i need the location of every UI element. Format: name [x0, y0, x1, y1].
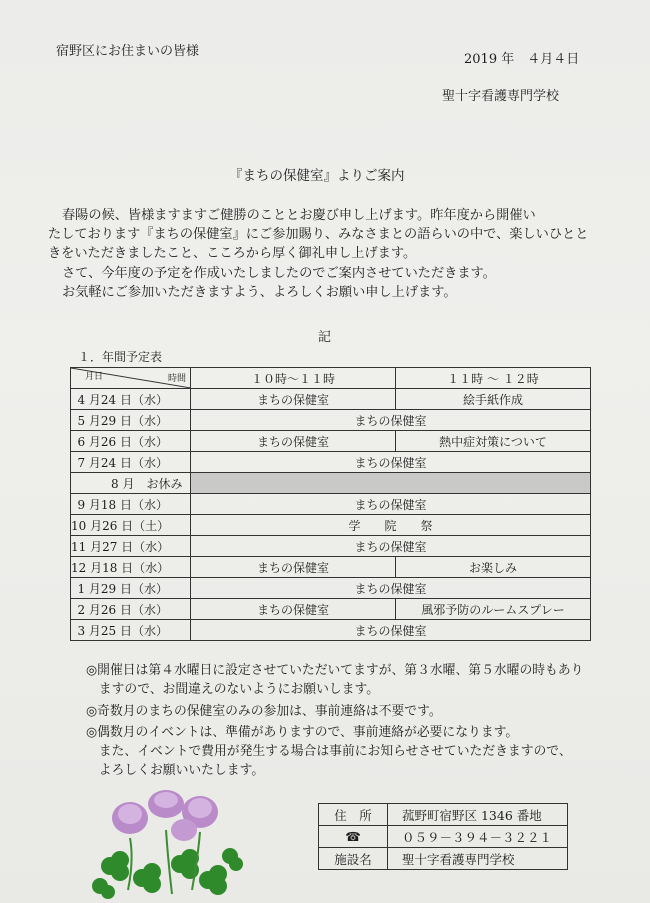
note-line-3: ◎奇数月のまちの保健室のみの参加は、事前連絡は不要です。	[86, 704, 442, 719]
schedule-event: まちの保健室	[191, 620, 591, 641]
schedule-event: 学 院 祭	[191, 515, 591, 536]
schedule-row	[71, 452, 591, 473]
schedule-date: 3 月25 日（水）	[71, 620, 191, 641]
schedule-date: 2 月26 日（水）	[71, 599, 191, 620]
phone-icon: ☎	[319, 826, 388, 848]
clover-blossoms	[112, 790, 218, 841]
document-title: 『まちの保健室』よりご案内	[229, 168, 405, 184]
schedule-event-11-12: 熱中症対策について	[396, 431, 591, 452]
schedule-event-11-12: 風邪予防のルームスプレー	[396, 599, 591, 620]
schedule-row	[71, 431, 591, 452]
sender-name: 聖十字看護専門学校	[442, 89, 560, 104]
schedule-event-11-12: 絵手紙作成	[396, 389, 591, 410]
schedule-row	[71, 410, 591, 431]
corner-right-label: 時間	[167, 374, 186, 384]
schedule-date: 12 月18 日（水）	[71, 557, 191, 578]
section-title: １．年間予定表	[78, 350, 163, 364]
address-row	[319, 804, 568, 826]
facility-value: 聖十字看護専門学校	[388, 848, 568, 870]
schedule-event-10-11: まちの保健室	[191, 431, 396, 452]
contact-info-table	[318, 803, 568, 870]
schedule-event-10-11: まちの保健室	[191, 389, 396, 410]
schedule-date: 11 月27 日（水）	[71, 536, 191, 557]
phone-row	[319, 826, 568, 848]
column-header-10-11: １０時～１１時	[191, 368, 396, 389]
schedule-row	[71, 536, 591, 557]
recipient-line: 宿野区にお住まいの皆様	[56, 44, 200, 59]
note-line-2: ますので、お間違えのないようにお願いします。	[86, 682, 380, 697]
schedule-event: まちの保健室	[191, 578, 591, 599]
body-line-1: 春陽の候、皆様ますますご健勝のこととお慶び申し上げます。昨年度から開催い	[62, 208, 536, 223]
schedule-event: まちの保健室	[191, 452, 591, 473]
schedule-row	[71, 578, 591, 599]
schedule-closed-cell	[191, 473, 591, 494]
column-header-11-12: １１時 ～ １２時	[396, 368, 591, 389]
ki-marker: 記	[318, 330, 332, 345]
corner-cell	[71, 368, 191, 389]
schedule-event: まちの保健室	[191, 494, 591, 515]
body-line-2: たしております『まちの保健室』にご参加賜り、みなさまとの語らいの中で、楽しいひとと	[48, 227, 589, 242]
schedule-row	[71, 473, 591, 494]
note-line-6: よろしくお願いいたします。	[86, 763, 265, 778]
schedule-header-row	[71, 368, 591, 389]
schedule-date: 7 月24 日（水）	[71, 452, 191, 473]
body-line-4: さて、今年度の予定を作成いたしましたのでご案内させていただきます。	[62, 266, 496, 281]
schedule-event-11-12: お楽しみ	[396, 557, 591, 578]
schedule-event-10-11: まちの保健室	[191, 557, 396, 578]
schedule-date: 8 月 お休み	[71, 473, 191, 494]
schedule-row	[71, 599, 591, 620]
address-value: 菰野町宿野区 1346 番地	[388, 804, 568, 826]
note-line-4: ◎偶数月のイベントは、準備がありますので、事前連絡が必要になります。	[86, 725, 519, 740]
schedule-row	[71, 557, 591, 578]
schedule-date: 5 月29 日（水）	[71, 410, 191, 431]
schedule-date: 4 月24 日（水）	[71, 389, 191, 410]
schedule-date: 9 月18 日（水）	[71, 494, 191, 515]
note-line-1: ◎開催日は第４水曜日に設定させていただいてますが、第３水曜、第５水曜の時もあり	[86, 663, 584, 678]
schedule-date: 1 月29 日（水）	[71, 578, 191, 599]
corner-left-label: 月日	[85, 372, 104, 382]
phone-value: ０５９－３９４－３２２１	[388, 826, 568, 848]
note-line-5: また、イベントで費用が発生する場合は事前にお知らせさせていただきますので、	[86, 744, 572, 759]
facility-label: 施設名	[319, 848, 388, 870]
document-date: 2019 年 ４月４日	[464, 52, 580, 67]
clover-flower-illustration	[88, 790, 248, 900]
schedule-row	[71, 389, 591, 410]
schedule-event: まちの保健室	[191, 536, 591, 557]
schedule-table	[70, 367, 591, 641]
schedule-row	[71, 494, 591, 515]
schedule-row	[71, 620, 591, 641]
schedule-event: まちの保健室	[191, 410, 591, 431]
facility-row	[319, 848, 568, 870]
body-line-5: お気軽にご参加いただきますよう、よろしくお願い申し上げます。	[62, 285, 457, 300]
address-label: 住 所	[319, 804, 388, 826]
schedule-event-10-11: まちの保健室	[191, 599, 396, 620]
body-line-3: きをいただきましたこと、こころから厚く御礼申し上げます。	[48, 246, 417, 261]
schedule-date: 6 月26 日（水）	[71, 431, 191, 452]
schedule-row	[71, 515, 591, 536]
schedule-date: 10 月26 日（土）	[71, 515, 191, 536]
